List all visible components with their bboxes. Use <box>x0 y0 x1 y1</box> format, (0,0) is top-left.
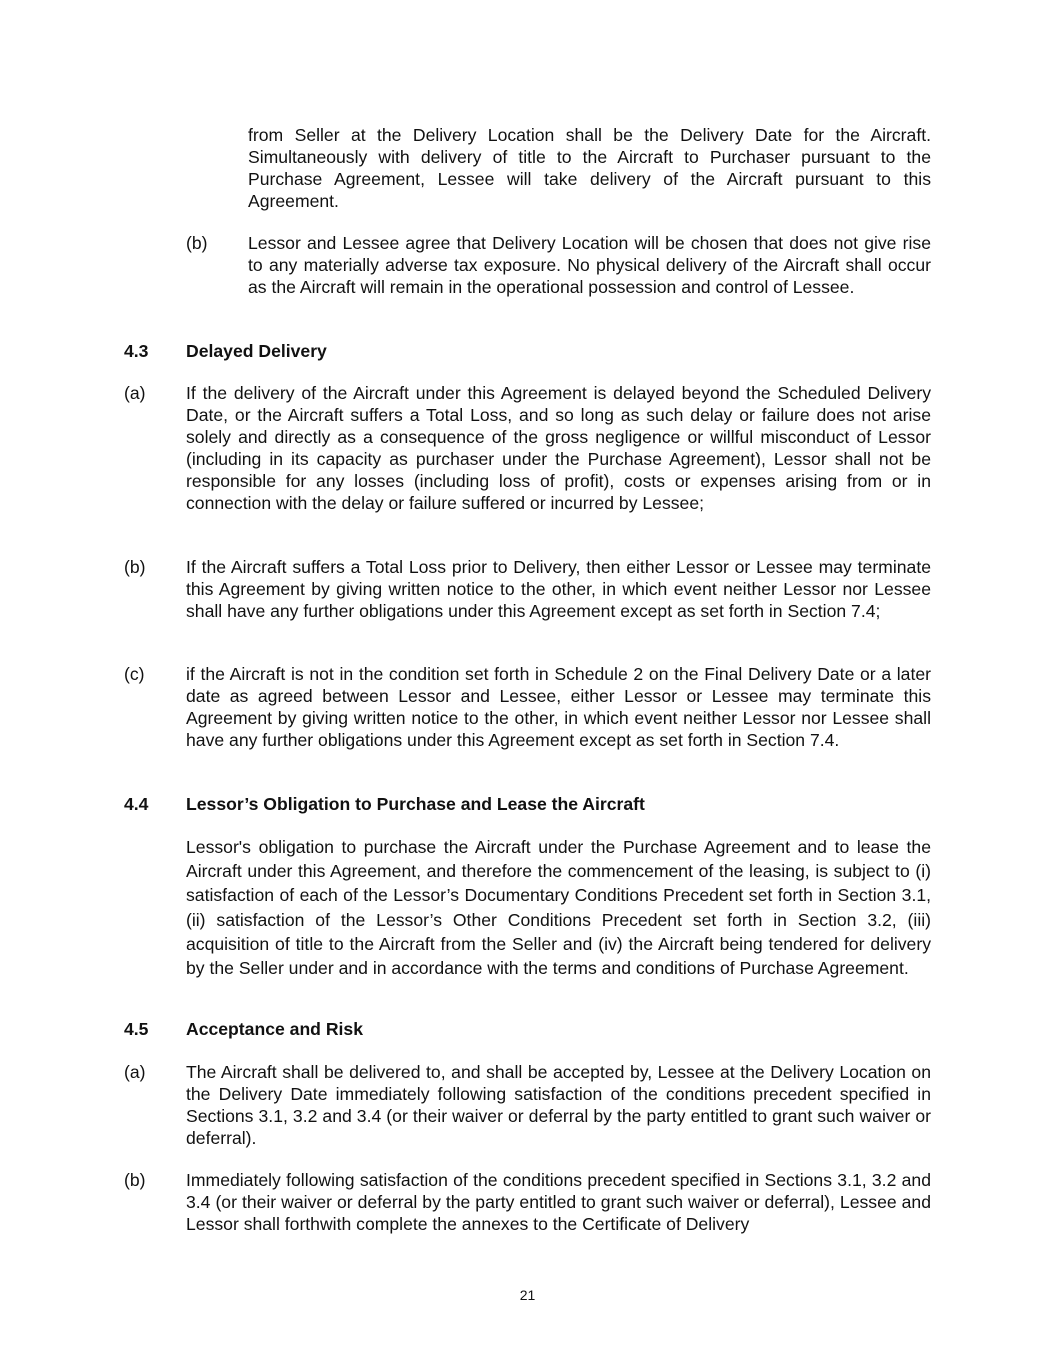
section-4-4-body: Lessor's obligation to purchase the Aircraft under the Purchase Agreement and to lease the Aircraft under this Agreement, and therefore the commencement of the leasing, is subject to (i) satisfaction of each of the Lessor’s Documentary Conditions Precedent set forth in Section 3.1, (ii) satisfaction of the Lessor’s Other Conditions Precedent set forth in Section 3.2, (iii) acquisition of title to the Aircraft from the Seller and (iv) the Aircraft being tendered for delivery by the Seller under and in accordance with the terms and conditions of Purchase Agreement. <box>186 837 931 979</box>
section-4-5-item-a-text: The Aircraft shall be delivered to, and shall be accepted by, Lessee at the Delivery Location on the Delivery Date immediately following satisfaction of the conditions precedent specified in Sections 3.1, 3.2 and 3.4 (or their waiver or deferral by the party entitled to grant such waiver or deferral). <box>186 1062 931 1148</box>
section-4-5-item-a-label: (a) <box>124 1062 146 1082</box>
section-4-3-item-a-text: If the delivery of the Aircraft under this Agreement is delayed beyond the Scheduled Delivery Date, or the Aircraft suffers a Total Loss, and so long as such delay or failure does not arise solely and directly as a consequence of the gross negligence or willful misconduct of Lessor (including in its capacity as purchaser under the Purchase Agreement), Lessor shall not be responsible for any losses (including loss of profit), costs or expenses arising from or in connection with the delay or failure suffered or incurred by Lessee; <box>186 383 931 513</box>
section-4-5-item-b-label: (b) <box>124 1170 146 1190</box>
section-4-3-item-c-text: if the Aircraft is not in the condition set forth in Schedule 2 on the Final Delivery Date or a later date as agreed between Lessor and Lessee, either Lessor or Lessee may terminate this Agreement by giving written notice to the other, in which event neither Lessor nor Lessee shall have any further obligations under this Agreement except as set forth in Section 7.4. <box>186 664 931 750</box>
page-number: 21 <box>519 1287 536 1303</box>
section-4-4-title: Lessor’s Obligation to Purchase and Lease the Aircraft <box>186 794 645 814</box>
section-4-3-number: 4.3 <box>124 341 149 361</box>
section-4-4-number: 4.4 <box>124 794 149 814</box>
section-4-3-item-b-text: If the Aircraft suffers a Total Loss prior to Delivery, then either Lessor or Lessee may terminate this Agreement by giving written notice to the other, in which event neither Lessor nor Lessee shall have any further obligations under this Agreement except as set forth in Section 7.4; <box>186 557 931 621</box>
intro-item-b-text: Lessor and Lessee agree that Delivery Location will be chosen that does not give rise to any materially adverse tax exposure. No physical delivery of the Aircraft shall occur as the Aircraft will remain in the operational possession and control of Lessee. <box>248 233 931 297</box>
section-4-3-item-b-label: (b) <box>124 557 146 577</box>
section-4-5-title: Acceptance and Risk <box>186 1019 363 1039</box>
section-4-5-item-b-text: Immediately following satisfaction of the conditions precedent specified in Sections 3.1, 3.2 and 3.4 (or their waiver or deferral by the party entitled to grant such waiver or deferral), Lessee and Lessor shall forthwith complete the annexes to the Certificate of Delivery <box>186 1170 931 1234</box>
section-4-3-title: Delayed Delivery <box>186 341 327 361</box>
intro-continuation-paragraph: from Seller at the Delivery Location shall be the Delivery Date for the Aircraft. Simultaneously with delivery of title to the Aircraft to Purchaser pursuant to the Purchase Agreement, Lessee will take delivery of the Aircraft pursuant to this Agreement. <box>248 125 931 211</box>
section-4-5-number: 4.5 <box>124 1019 149 1039</box>
section-4-3-item-c-label: (c) <box>124 664 145 684</box>
intro-item-b-label: (b) <box>186 233 208 253</box>
section-4-3-item-a-label: (a) <box>124 383 146 403</box>
